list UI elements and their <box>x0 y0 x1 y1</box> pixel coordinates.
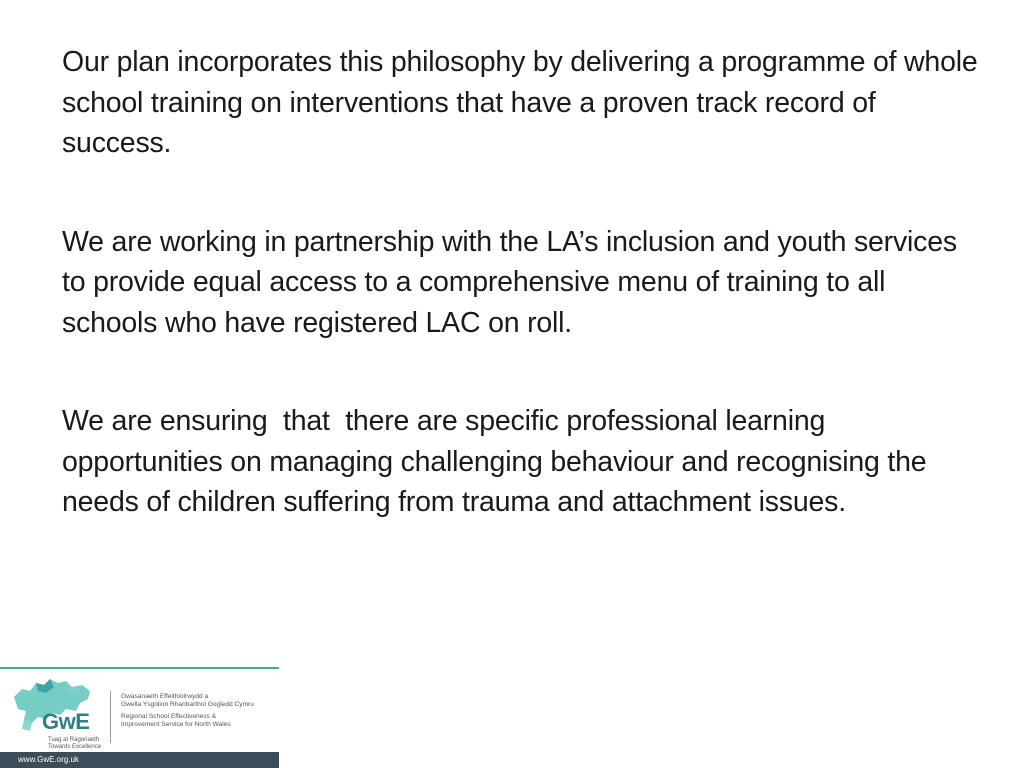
logo-url: www.GwE.org.uk <box>0 752 279 768</box>
logo-organisation-text <box>121 693 275 729</box>
logo-welsh-line-2: Gwella Ysgolion Rhanbarthol Gogledd Cymru <box>121 701 254 708</box>
logo-welsh-line-1: Gwasanaeth Effeithiolrwydd a <box>121 693 209 700</box>
paragraph-professional-learning: We are ensuring that there are specific professional learning opportunities on managing challenging behaviour and recognising the needs of children suffering from trauma and attachment issues. <box>62 405 935 518</box>
logo-english-line-2: Improvement Service for North Wales <box>121 721 231 728</box>
paragraph-partnership: We are working in partnership with the LA’s inclusion and youth services to provide equal access to a comprehensive menu of training to all schools who have registered LAC on roll. <box>62 225 965 339</box>
logo-english-line-1: Regional School Effectiveness & <box>121 713 217 720</box>
logo-wordmark: GwE <box>42 709 90 734</box>
logo-divider <box>110 691 111 743</box>
gwe-logo <box>0 667 279 768</box>
slide-body <box>62 42 986 523</box>
paragraph-philosophy: Our plan incorporates this philosophy by delivering a programme of whole school training on interventions that have a proven track record of success. <box>62 46 986 159</box>
logo-tagline: Tuag at Ragoriaeth Towards Excellence <box>48 737 102 750</box>
